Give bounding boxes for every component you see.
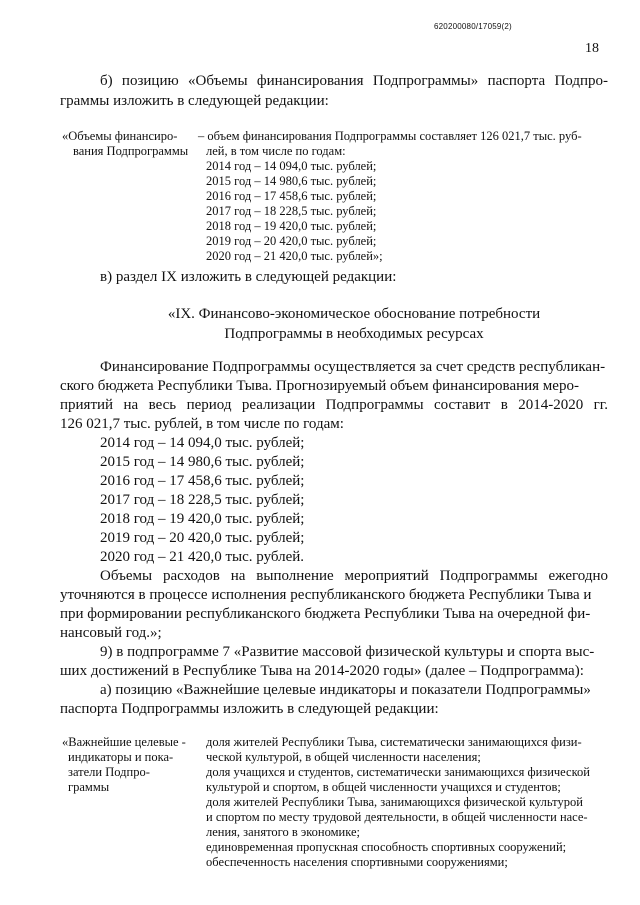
funding-year-item: 2016 год – 17 458,6 тыс. рублей; <box>206 189 377 203</box>
funding-year-item: 2019 год – 20 420,0 тыс. рублей; <box>206 234 377 248</box>
funding-year-item: 2014 год – 14 094,0 тыс. рублей; <box>206 159 377 173</box>
indicator-line: доля учащихся и студентов, систематически занимающихся физической <box>206 765 590 779</box>
funding-year-item: 2020 год – 21 420,0 тыс. рублей»; <box>206 249 383 263</box>
funding-text-line2: лей, в том числе по годам: <box>206 144 346 158</box>
section-ix-para-line3: приятий на весь период реализации Подпрограммы составит в 2014-2020 гг. <box>60 397 608 413</box>
funding-year-item: 2018 год – 19 420,0 тыс. рублей; <box>206 219 377 233</box>
funding-year-item: 2017 год – 18 228,5 тыс. рублей; <box>206 204 377 218</box>
document-code: 620200080/17059(2) <box>434 22 512 31</box>
funding-label-line2: вания Подпрограммы <box>73 144 189 158</box>
section-ix-para-line4: 126 021,7 тыс. рублей, в том числе по годам: <box>60 416 344 432</box>
section-ix-year-item: 2015 год – 14 980,6 тыс. рублей; <box>100 454 305 470</box>
expenses-line3: при формировании республиканского бюджета Республики Тыва на очередной фи- <box>60 606 591 622</box>
section-ix-title-line1: «IX. Финансово-экономическое обоснование потребности <box>167 306 541 322</box>
section-ix-year-item: 2016 год – 17 458,6 тыс. рублей; <box>100 473 305 489</box>
indicator-line: ления, занятого в экономике; <box>206 825 360 839</box>
section-v-text: в) раздел IX изложить в следующей редакции: <box>100 269 397 285</box>
item-9-line1: 9) в подпрограмме 7 «Развитие массовой физической культуры и спорта выс- <box>100 644 595 660</box>
indicator-line: единовременная пропускная способность спортивных сооружений; <box>206 840 567 854</box>
indicator-line: доля жителей Республики Тыва, занимающихся физической культурой <box>206 795 583 809</box>
section-ix-para-line1: Финансирование Подпрограммы осуществляется за счет средств республикан- <box>100 359 606 375</box>
section-ix-year-item: 2020 год – 21 420,0 тыс. рублей. <box>100 549 305 565</box>
funding-label-line1: «Объемы финансиро- <box>62 129 178 143</box>
section-b-line1: б) позицию «Объемы финансирования Подпрограммы» паспорта Подпро- <box>100 73 608 89</box>
section-ix-year-item: 2014 год – 14 094,0 тыс. рублей; <box>100 435 305 451</box>
page-number: 18 <box>585 41 599 56</box>
expenses-line4: нансовый год.»; <box>60 625 162 641</box>
section-ix-year-item: 2017 год – 18 228,5 тыс. рублей; <box>100 492 305 508</box>
indicator-line: обеспеченность населения спортивными сооружениями; <box>206 855 508 869</box>
indicator-line: культурой и спортом, в общей численности учащихся и студентов; <box>206 780 561 794</box>
section-ix-title-line2: Подпрограммы в необходимых ресурсах <box>224 326 484 342</box>
indicators-label-line4: граммы <box>68 780 110 794</box>
section-b-line2: граммы изложить в следующей редакции: <box>60 93 329 109</box>
indicators-label-line2: индикаторы и пока- <box>68 750 174 764</box>
expenses-line2: уточняются в процессе исполнения республиканского бюджета Республики Тыва и <box>60 587 592 603</box>
item-9-a-line1: а) позицию «Важнейшие целевые индикаторы и показатели Подпрограммы» <box>100 682 591 698</box>
indicators-label-line1: «Важнейшие целевые - <box>62 735 186 749</box>
funding-text-line1: – объем финансирования Подпрограммы составляет 126 021,7 тыс. руб- <box>198 129 582 143</box>
expenses-line1: Объемы расходов на выполнение мероприятий Подпрограммы ежегодно <box>100 568 608 584</box>
item-9-line2: ших достижений в Республике Тыва на 2014-2020 годы» (далее – Подпрограмма): <box>60 663 584 679</box>
funding-year-item: 2015 год – 14 980,6 тыс. рублей; <box>206 174 377 188</box>
item-9-a-line2: паспорта Подпрограммы изложить в следующей редакции: <box>60 701 439 717</box>
indicator-line: ческой культурой, в общей численности населения; <box>206 750 481 764</box>
indicators-label-line3: затели Подпро- <box>68 765 150 779</box>
section-ix-para-line2: ского бюджета Республики Тыва. Прогнозируемый объем финансирования меро- <box>60 378 579 394</box>
section-ix-year-item: 2019 год – 20 420,0 тыс. рублей; <box>100 530 305 546</box>
section-ix-year-item: 2018 год – 19 420,0 тыс. рублей; <box>100 511 305 527</box>
indicator-line: и спортом по месту трудовой деятельности, в общей численности насе- <box>206 810 588 824</box>
indicator-line: доля жителей Республики Тыва, систематически занимающихся физи- <box>206 735 582 749</box>
